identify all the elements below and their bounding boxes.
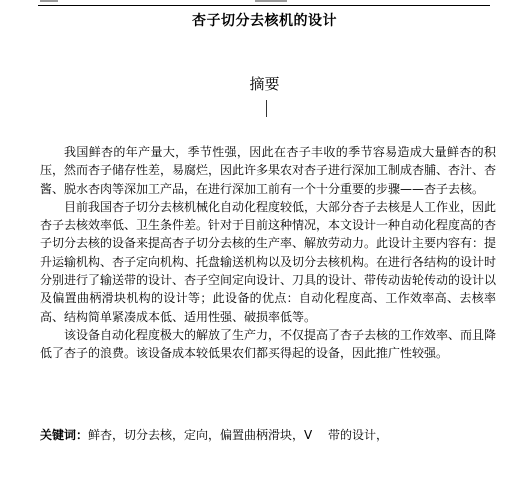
abstract-paragraph-2[interactable]: 目前我国杏子切分去核机械化自动化程度较低，大部分杏子去核是人工作业，因此杏子去核效率低、卫生条件差。针对于目前这种情况，本文设计一种自动化程度高的杏子切分去核的设备来提高杏子切分去核的生产率、解放劳动力。此设计主要内容有：提升运输机构、杏子定向机构、托盘输送机构以及切分去核机构。在进行各结构的设计时分别进行了输送带的设计、杏子空间定向设计、刀具的设计、带传动齿轮传动的设计以及偏置曲柄滑块机构的设计等；此设备的优点：自动化程度高、工作效率高、去核率高、结构简单紧凑成本低、适用性强、破损率低等。: [40, 199, 497, 324]
abstract-heading: 摘要: [249, 75, 280, 93]
document-title: 杏子切分去核机的设计: [192, 13, 337, 29]
keywords-label: 关键词：: [40, 428, 89, 442]
keywords-text: 鲜杏，切分去核，定向，偏置曲柄滑块，V 带的设计，: [88, 428, 389, 442]
abstract-body[interactable]: [40, 143, 496, 363]
abstract-paragraph-3[interactable]: 该设备自动化程度极大的解放了生产力，不仅提高了杏子去核的工作效率、而且降低了杏子的浪费。该设备成本较低果农们都买得起的设备，因此推广性较强。: [40, 327, 497, 361]
header-rule: [38, 5, 490, 6]
text-cursor: [266, 100, 267, 117]
keywords-line[interactable]: [40, 426, 496, 444]
abstract-paragraph-1[interactable]: 我国鲜杏的年产量大，季节性强，因此在杏子丰收的季节容易造成大量鲜杏的积压，然而杏子储存性差，易腐烂，因此许多果农对杏子进行深加工制成杏脯、杏汁、杏酱、脱水杏肉等深加工产品，在进行深加工前有一个十分重要的步骤——杏子去核。: [40, 145, 497, 196]
